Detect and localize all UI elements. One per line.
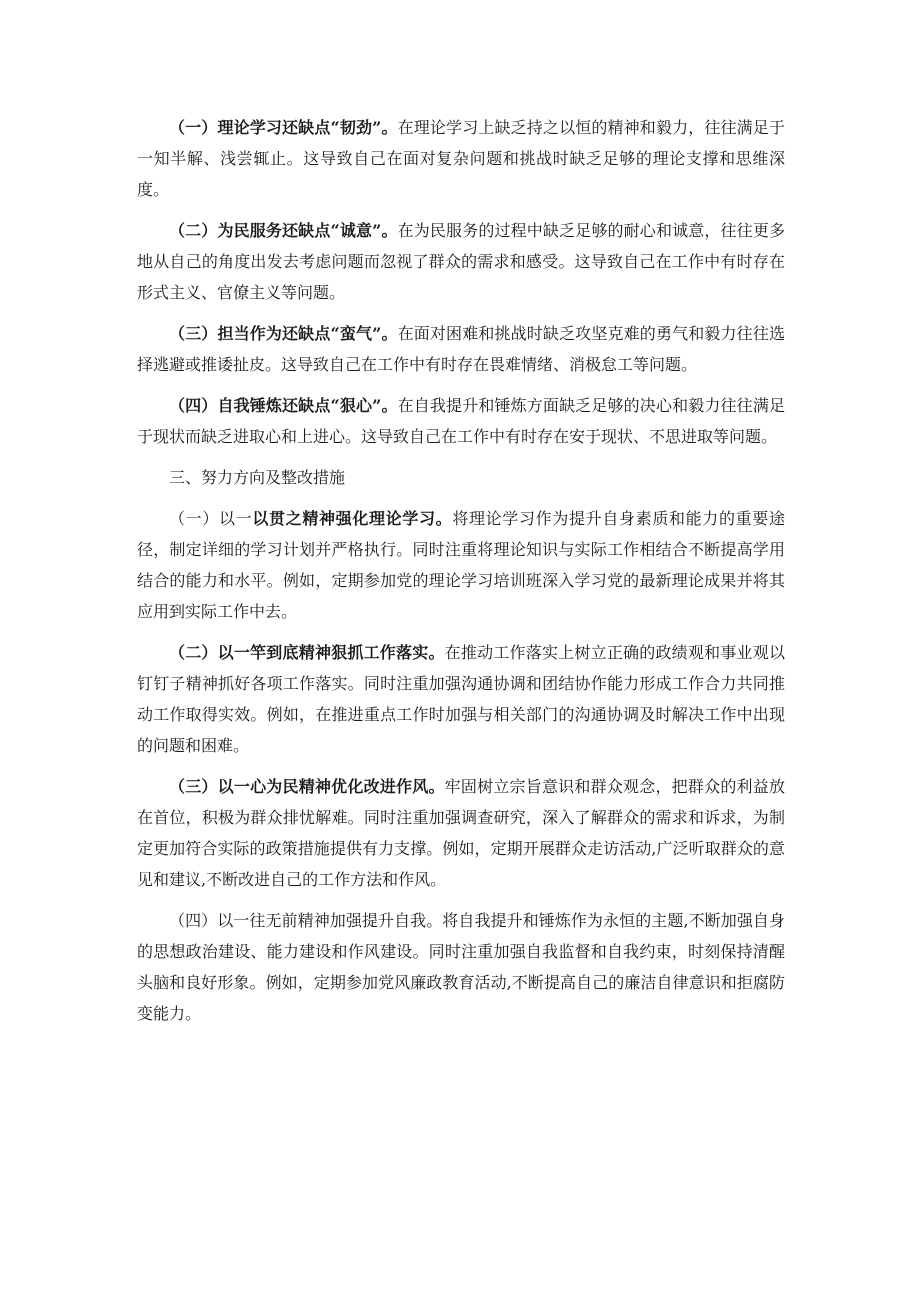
measure-heading-1: 以贯之精神强化理论学习。 xyxy=(252,509,453,528)
problem-paragraph-2 xyxy=(137,215,785,308)
measure-paragraph-3 xyxy=(137,771,785,895)
measure-body-1: 将理论学习作为提升自身素质和能力的重要途径，制定详细的学习计划并严格执行。同时注重将理论知识与实际工作相结合不断提高学用结合的能力和水平。例如，定期参加党的理论学习培训班深入学习党的最新理论成果并将其应用到实际工作中去。 xyxy=(137,509,785,621)
measure-body-3: 牢固树立宗旨意识和群众观念，把群众的利益放在首位，积极为群众排忧解难。同时注重加强调查研究，深入了解群众的需求和诉求，为制定更加符合实际的政策措施提供有力支撑。例如，定期开展群众走访活动,广泛听取群众的意见和建议,不断改进自己的工作方法和作风。 xyxy=(137,777,785,889)
problem-heading-2: （二）为民服务还缺点“诚意”。 xyxy=(169,221,398,240)
problem-heading-1: （一）理论学习还缺点“韧劲”。 xyxy=(169,118,398,137)
measure-heading-3: （三）以一心为民精神优化改进作风。 xyxy=(169,777,445,796)
measure-prefix-1: （一）以一 xyxy=(169,509,253,528)
problem-heading-4: （四）自我锤炼还缺点“狠心”。 xyxy=(169,396,398,415)
problem-heading-3: （三）担当作为还缺点“蛮气”。 xyxy=(169,324,398,343)
measure-paragraph-1 xyxy=(137,503,785,627)
measure-body-2: 在推动工作落实上树立正确的政绩观和事业观以钉钉子精神抓好各项工作落实。同时注重加强沟通协调和团结协作能力形成工作合力共同推动工作取得实效。例如，在推进重点工作时加强与相关部门的沟通协调及时解决工作中出现的问题和困难。 xyxy=(137,643,785,755)
problem-body-1: 在理论学习上缺乏持之以恒的精神和毅力，往往满足于一知半解、浅尝辄止。这导致自己在面对复杂问题和挑战时缺乏足够的理论支撑和思维深度。 xyxy=(137,118,785,199)
problem-paragraph-1 xyxy=(137,112,785,205)
problem-body-4: 在自我提升和锤炼方面缺乏足够的决心和毅力往往满足于现状而缺乏进取心和上进心。这导致自己在工作中有时存在安于现状、不思进取等问题。 xyxy=(137,396,785,446)
measure-paragraph-4 xyxy=(137,905,785,1029)
problem-paragraph-3 xyxy=(137,318,785,380)
problem-body-3: 在面对困难和挑战时缺乏攻坚克难的勇气和毅力往往选择逃避或推诿扯皮。这导致自己在工作中有时存在畏难情绪、消极怠工等问题。 xyxy=(137,324,785,374)
section-heading: 三、努力方向及整改措施 xyxy=(169,468,346,487)
problem-paragraph-4 xyxy=(137,390,785,452)
measure-paragraph-2 xyxy=(137,637,785,761)
document-page xyxy=(137,112,785,1039)
problem-body-2: 在为民服务的过程中缺乏足够的耐心和诚意，往往更多地从自己的角度出发去考虑问题而忽视了群众的需求和感受。这导致自己在工作中有时存在形式主义、官僚主义等问题。 xyxy=(137,221,785,302)
measure-body-4: （四）以一往无前精神加强提升自我。将自我提升和锤炼作为永恒的主题,不断加强自身的思想政治建设、能力建设和作风建设。同时注重加强自我监督和自我约束，时刻保持清醒头脑和良好形象。例如，定期参加党风廉政教育活动,不断提高自己的廉洁自律意识和拒腐防变能力。 xyxy=(137,911,785,1023)
measure-heading-2: （二）以一竿到底精神狠抓工作落实。 xyxy=(169,643,445,662)
